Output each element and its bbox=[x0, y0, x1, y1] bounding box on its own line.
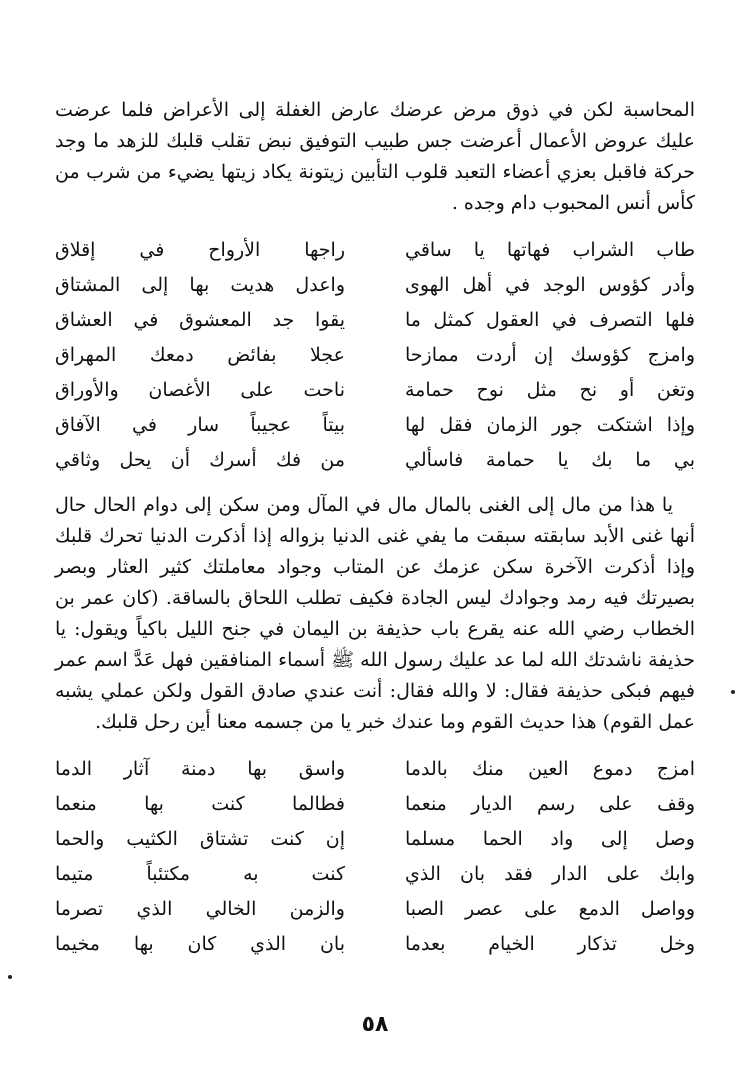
verse-line bbox=[55, 408, 695, 443]
verse-right-hemistich: وأدر كؤوس الوجد في أهل الهوى bbox=[405, 274, 695, 296]
verse-right-hemistich: فلها التصرف في العقول كمثل ما bbox=[405, 309, 695, 331]
verse-line bbox=[55, 752, 695, 787]
verse-right-hemistich: وواصل الدمع على عصر الصبا bbox=[405, 898, 695, 920]
verse-left-hemistich: ناحت على الأغصان والأوراق bbox=[55, 379, 345, 401]
verse-left-hemistich: واعدل هديت بها إلى المشتاق bbox=[55, 274, 345, 296]
verse-line bbox=[55, 892, 695, 927]
verse-left-hemistich: والزمن الخالي الذي تصرما bbox=[55, 898, 345, 920]
verse-left-hemistich: كنت به مكتئباً متيما bbox=[55, 863, 345, 885]
poem-1 bbox=[55, 233, 695, 478]
poem-2 bbox=[55, 752, 695, 962]
verse-left-hemistich: إن كنت تشتاق الكثيب والحما bbox=[55, 828, 345, 850]
verse-left-hemistich: عجلا بفائض دمعك المهراق bbox=[55, 344, 345, 366]
verse-left-hemistich: يقوا جد المعشوق في العشاق bbox=[55, 309, 345, 331]
verse-right-hemistich: وخل تذكار الخيام بعدما bbox=[405, 933, 695, 955]
scan-speck bbox=[8, 975, 12, 979]
verse-line bbox=[55, 268, 695, 303]
page-number: ٥٨ bbox=[361, 1012, 389, 1037]
verse-right-hemistich: وتغن أو نح مثل نوح حمامة bbox=[405, 379, 695, 401]
verse-line bbox=[55, 373, 695, 408]
verse-line bbox=[55, 822, 695, 857]
verse-line bbox=[55, 927, 695, 962]
verse-right-hemistich: وامزج كؤوسك إن أردت ممازحا bbox=[405, 344, 695, 366]
paragraph-1: المحاسبة لكن في ذوق مرض عرضك عارض الغفلة إلى الأعراض فلما عرضت عليك عروض الأعمال أعرضت جس طبيب التوفيق نبض تقلب قلبك للزهد ما وجد حركة فاقبل بعزي أعضاء التعبد قلوب التأبين زيتونة يكاد زيتها يضيء من شرب من كأس أنس المحبوب دام وجده . bbox=[55, 99, 695, 214]
paragraph-2: يا هذا من مال إلى الغنى بالمال مال في المآل ومن سكن إلى دوام الحال حال أنها غنى الأبد سابقته سبقت ما يفي غنى الدنيا بزواله إذا أذكرت الدنيا تحرك قلبك وإذا أذكرت الآخرة سكن عزمك عن المتاب وجواد معاملتك كثير العثار وبصر بصيرتك فيه رمد وجوادك ليس الجادة فكيف تطلب اللحاق بالساقة. (كان عمر بن الخطاب رضي الله عنه يقرع باب حذيفة بن اليمان في جنح الليل باكياً ويقول: يا حذيفة ناشدتك الله لما عد عليك رسول الله ﷺ أسماء المنافقين فهل عَدَّ اسم عمر فيهم فبكى حذيفة فقال: لا والله فقال: أنت عندي صادق القول ولكن عملي يشبه عمل القوم) هذا حديث القوم وما عندك خبر يا من جسمه معنا أين رحل قلبك. bbox=[55, 494, 695, 733]
verse-right-hemistich: وقف على رسم الديار منعما bbox=[405, 793, 695, 815]
verse-right-hemistich: وابك على الدار فقد بان الذي bbox=[405, 863, 695, 885]
verse-left-hemistich: بيتاً عجيباً سار في الآفاق bbox=[55, 414, 345, 436]
verse-line bbox=[55, 303, 695, 338]
verse-right-hemistich: طاب الشراب فهاتها يا ساقي bbox=[405, 239, 695, 261]
verse-line bbox=[55, 443, 695, 478]
verse-right-hemistich: وإذا اشتكت جور الزمان فقل لها bbox=[405, 414, 695, 436]
verse-left-hemistich: واسق بها دمنة آثار الدما bbox=[55, 758, 345, 780]
scan-speck bbox=[731, 690, 735, 694]
verse-left-hemistich: راجها الأرواح في إقلاق bbox=[55, 239, 345, 261]
page-body bbox=[55, 95, 695, 974]
verse-line bbox=[55, 338, 695, 373]
verse-line bbox=[55, 857, 695, 892]
verse-left-hemistich: بان الذي كان بها مخيما bbox=[55, 933, 345, 955]
verse-right-hemistich: بي ما بك يا حمامة فاسألي bbox=[405, 449, 695, 471]
verse-left-hemistich: من فك أسرك أن يحل وثاقي bbox=[55, 449, 345, 471]
verse-left-hemistich: فطالما كنت بها منعما bbox=[55, 793, 345, 815]
verse-right-hemistich: وصل إلى واد الحما مسلما bbox=[405, 828, 695, 850]
verse-right-hemistich: امزج دموع العين منك بالدما bbox=[405, 758, 695, 780]
verse-line bbox=[55, 787, 695, 822]
verse-line bbox=[55, 233, 695, 268]
